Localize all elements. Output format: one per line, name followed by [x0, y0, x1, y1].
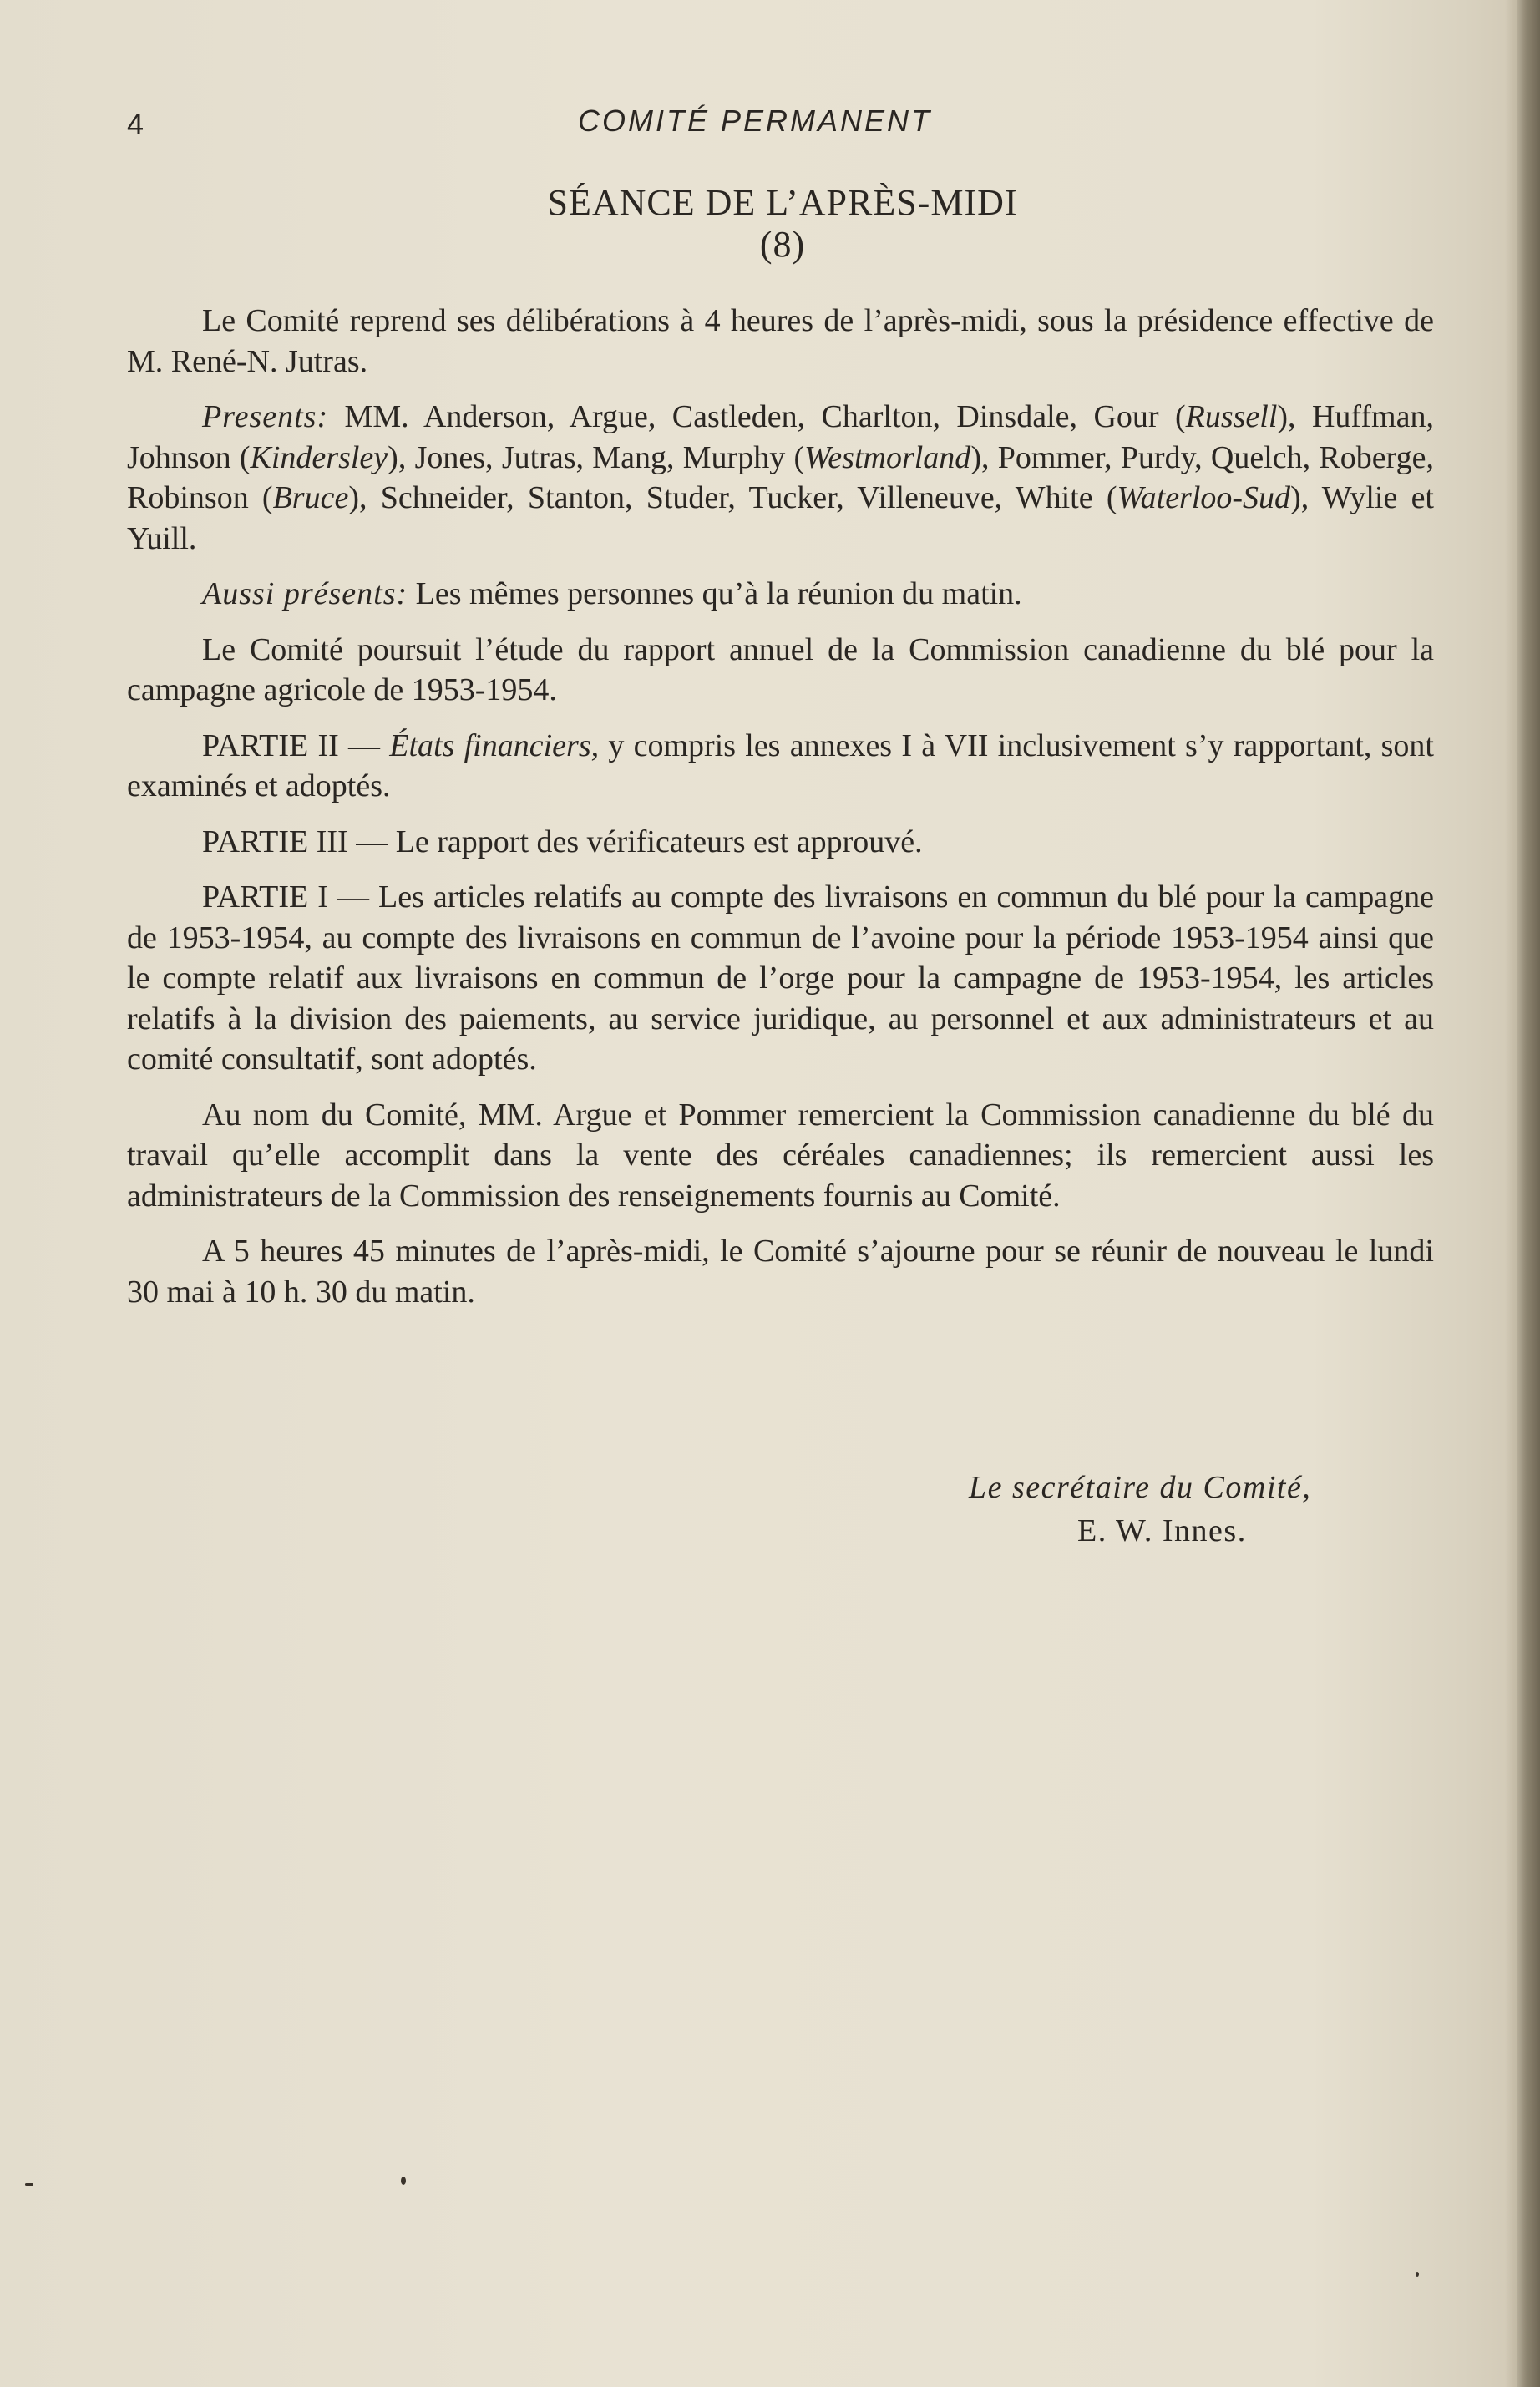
paragraph-presents: [127, 397, 1434, 559]
signature-role: Le secrétaire du Comité,: [969, 1470, 1312, 1505]
riding-russell: Russell: [1185, 399, 1278, 434]
presents-text-b: ), Huffman, Johnson (: [127, 399, 1434, 475]
page-header: [127, 99, 1438, 149]
riding-westmorland: Westmorland: [804, 439, 971, 475]
presents-text-e: ), Schneider, Stanton, Studer, Tucker, Villeneuve, White (: [348, 480, 1117, 515]
also-present-text: Les mêmes personnes qu’à la réunion du matin.: [408, 576, 1022, 611]
print-speck: [401, 2177, 406, 2185]
paragraph-also-present: [127, 574, 1434, 615]
presents-text-f: ), Wylie et Yuill.: [127, 480, 1434, 556]
paragraph-partie-i: PARTIE I — Les articles relatifs au compte des livraisons en commun du blé pour la campagne de 1953-1954, au compte des livraisons en commun de l’avoine pour la période 1953-1954 ainsi que le compte relatif aux livraisons en commun de l’orge pour la campagne de 1953-1954, les articles relatifs à la division des paiements, au service juridique, au personnel et aux administrateurs et au comité consultatif, sont adoptés.: [127, 879, 1434, 1077]
section-title-main: SÉANCE DE L’APRÈS-MIDI: [547, 182, 1018, 223]
presents-text-c: ), Jones, Jutras, Mang, Murphy (: [388, 439, 805, 475]
paragraph-adjournment: A 5 heures 45 minutes de l’après-midi, le Comité s’ajourne pour se réunir de nouveau le lundi 30 mai à 10 h. 30 du matin.: [127, 1234, 1434, 1310]
presents-text-d: ), Pommer, Purdy, Quelch, Roberge, Robinson (: [127, 439, 1434, 515]
paragraph-thanks: Au nom du Comité, MM. Argue et Pommer remercient la Commission canadienne du blé du travail qu’elle accomplit dans la vente des céréales canadiennes; ils remercient aussi les administrateurs de la Commission des renseignements fournis au Comité.: [127, 1097, 1434, 1214]
partie-ii-label: PARTIE II —: [202, 727, 390, 763]
document-body: [127, 301, 1434, 1327]
paragraph-report-study: Le Comité poursuit l’étude du rapport annuel de la Commission canadienne du blé pour la campagne agricole de 1953-1954.: [127, 631, 1434, 707]
paragraph-partie-iii: PARTIE III — Le rapport des vérificateurs est approuvé.: [202, 824, 923, 859]
page-shadow: [1505, 0, 1517, 2387]
paragraph-partie-ii: [127, 726, 1434, 807]
partie-ii-text: y compris les annexes I à VII inclusivement s’y rapportant, sont examinés et adoptés.: [127, 727, 1434, 803]
signature-name: E. W. Innes.: [1077, 1513, 1247, 1548]
print-speck: [1416, 2272, 1419, 2277]
riding-kindersley: Kindersley: [250, 439, 388, 475]
riding-bruce: Bruce: [272, 480, 349, 515]
paragraph-opening: Le Comité reprend ses délibérations à 4 heures de l’après-midi, sous la présidence effective de M. René-N. Jutras.: [127, 303, 1434, 379]
also-present-label: Aussi présents:: [202, 576, 408, 611]
section-title: [127, 182, 1438, 266]
signature-block: [969, 1466, 1403, 1553]
print-speck: [25, 2183, 33, 2186]
presents-label: Presents:: [202, 399, 329, 434]
presents-text-a: MM. Anderson, Argue, Castleden, Charlton, Dinsdale, Gour (: [328, 399, 1186, 434]
page-spine-edge: [1517, 0, 1540, 2387]
riding-waterloo-sud: Waterloo-Sud: [1117, 480, 1291, 515]
page-number: 4: [127, 107, 144, 141]
partie-ii-title: États financiers,: [389, 727, 600, 763]
running-title: COMITÉ PERMANENT: [578, 104, 933, 138]
section-number: (8): [759, 224, 806, 265]
